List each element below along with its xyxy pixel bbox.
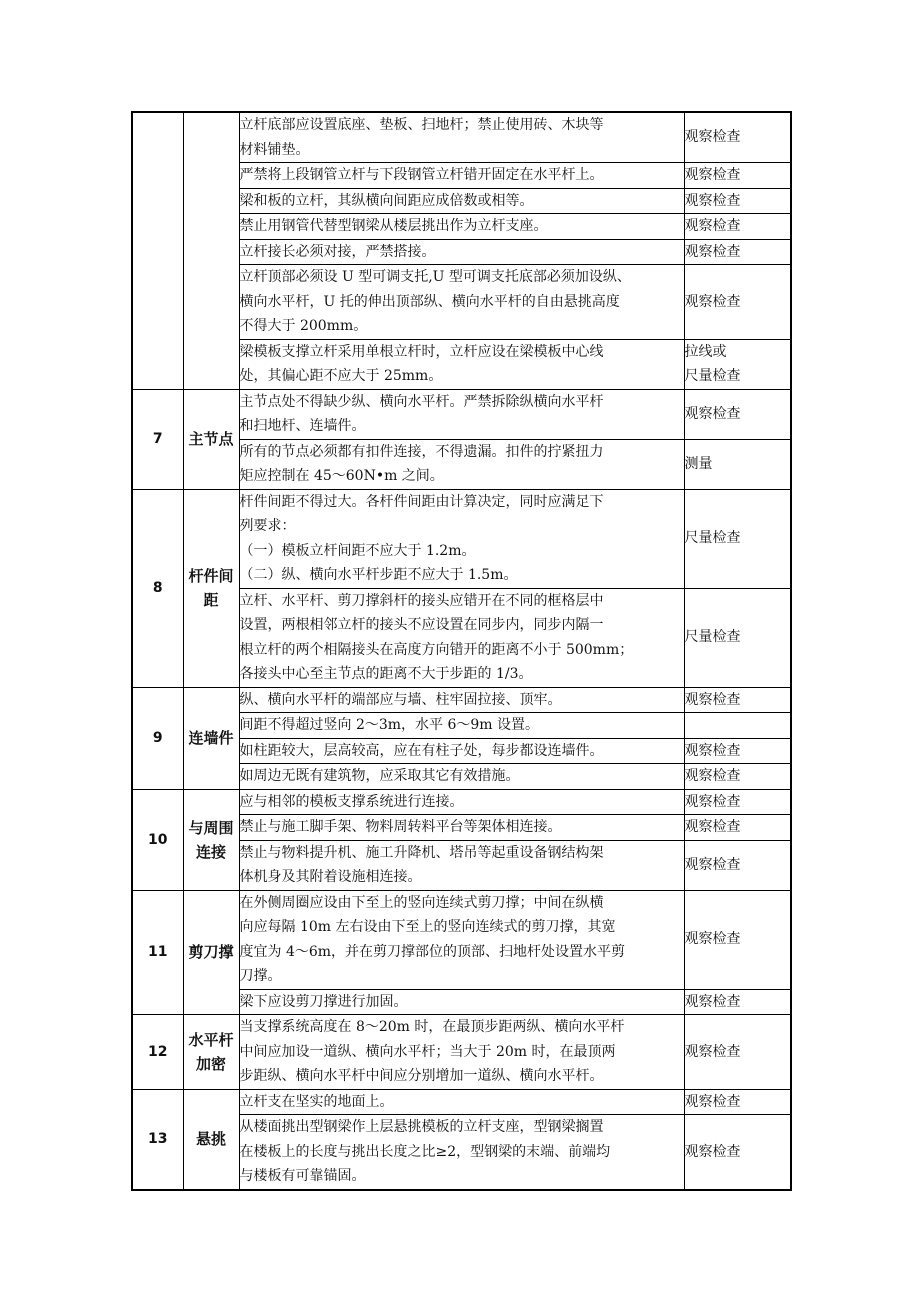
requirement-line: 梁模板支撑立杆采用单根立杆时，立杆应设在梁模板中心线 <box>239 343 604 360</box>
requirement-line: 和扫地杆、连墙件。 <box>239 418 366 434</box>
requirement-text <box>239 815 684 841</box>
table-row <box>132 1015 791 1090</box>
requirement-line: 严禁将上段钢管立杆与下段钢管立杆错开固定在水平杆上。 <box>239 167 604 183</box>
requirement-line: 所有的节点必须都有扣件连接，不得遗漏。扣件的拧紧扭力 <box>239 443 604 460</box>
requirement-text <box>239 214 684 240</box>
inspection-method: 观察检查 <box>684 265 791 340</box>
requirement-line: 刀撑。 <box>239 968 282 984</box>
item-category <box>183 112 239 389</box>
inspection-method: 观察检查 <box>684 239 791 265</box>
table-row <box>132 1089 791 1115</box>
requirement-line: 禁止与施工脚手架、物料周转料平台等架体相连接。 <box>239 819 562 835</box>
requirement-text <box>239 738 684 764</box>
requirement-line: 在外侧周圈应设由下至上的竖向连续式剪刀撑；中间在纵横 <box>239 894 604 911</box>
item-category: 水平杆加密 <box>183 1015 239 1090</box>
table-row <box>132 687 791 713</box>
requirement-line: 度宜为 4～6m，并在剪刀撑部位的顶部、扫地杆处设置水平剪 <box>239 943 626 960</box>
requirement-line: 如柱距较大，层高较高，应在有柱子处，每步都设连墙件。 <box>239 742 604 759</box>
requirement-line: 不得大于 200mm。 <box>239 318 368 334</box>
inspection-method: 观察检查 <box>684 764 791 790</box>
requirement-line: 梁下应设剪刀撑进行加固。 <box>239 993 408 1010</box>
table-row <box>132 489 791 588</box>
inspection-method: 观察检查 <box>684 815 791 841</box>
inspection-method: 观察检查 <box>684 890 791 989</box>
requirement-line: 当支撑系统高度在 8～20m 时，在最顶步距两纵、横向水平杆 <box>239 1019 625 1035</box>
item-category: 主节点 <box>183 389 239 489</box>
requirement-text <box>239 239 684 265</box>
requirement-text <box>239 989 684 1015</box>
inspection-method: 拉线或 尺量检查 <box>684 339 791 389</box>
requirement-text <box>239 339 684 389</box>
requirement-line: 立杆顶部必须设 U 型可调支托,U 型可调支托底部必须加设纵、 <box>239 269 631 285</box>
requirement-line: 处，其偏心距不应大于 25mm。 <box>239 368 443 384</box>
requirement-text <box>239 890 684 989</box>
requirement-line: 从楼面挑出型钢梁作上层悬挑模板的立杆支座，型钢梁搁置 <box>239 1119 604 1135</box>
item-category: 悬挑 <box>183 1089 239 1190</box>
requirement-line: 梁和板的立杆，其纵横向间距应成倍数或相等。 <box>239 192 534 209</box>
inspection-method: 尺量检查 <box>684 489 791 588</box>
requirement-line: 在楼板上的长度与挑出长度之比≥2，型钢梁的末端、前端均 <box>239 1143 611 1160</box>
requirement-text <box>239 1015 684 1090</box>
item-category: 杆件间距 <box>183 489 239 687</box>
requirement-text <box>239 713 684 739</box>
requirement-line: 矩应控制在 45～60N•m 之间。 <box>239 468 444 484</box>
requirement-line: 各接头中心至主节点的距离不大于步距的 1/3。 <box>239 666 533 682</box>
requirement-line: 纵、横向水平杆的端部应与墙、柱牢固拉接、顶牢。 <box>239 691 562 708</box>
requirement-line: 与楼板有可靠锚固。 <box>239 1168 366 1184</box>
requirement-text <box>239 188 684 214</box>
table-row <box>132 789 791 815</box>
inspection-method: 观察检查 <box>684 989 791 1015</box>
item-number <box>132 112 183 389</box>
requirement-line: 杆件间距不得过大。各杆件间距由计算决定，同时应满足下 <box>239 493 604 510</box>
inspection-method: 观察检查 <box>684 1089 791 1115</box>
inspection-method: 观察检查 <box>684 687 791 713</box>
requirement-text <box>239 840 684 890</box>
inspection-method <box>684 713 791 739</box>
requirement-line: 根立杆的两个相隔接头在高度方向错开的距离不小于 500mm； <box>239 641 634 658</box>
requirement-text <box>239 764 684 790</box>
item-category: 剪刀撑 <box>183 890 239 1015</box>
inspection-table-body <box>132 112 791 1190</box>
requirement-line: 向应每隔 10m 左右设由下至上的竖向连续式的剪刀撑，其宽 <box>239 919 616 935</box>
requirement-line: 主节点处不得缺少纵、横向水平杆。严禁拆除纵横向水平杆 <box>239 393 604 410</box>
requirement-text <box>239 489 684 588</box>
inspection-table <box>131 111 792 1191</box>
inspection-method: 观察检查 <box>684 112 791 163</box>
requirement-line: 如周边无既有建筑物，应采取其它有效措施。 <box>239 768 520 784</box>
requirement-text <box>239 163 684 189</box>
inspection-method: 观察检查 <box>684 389 791 439</box>
item-number: 7 <box>132 389 183 489</box>
inspection-method: 观察检查 <box>684 214 791 240</box>
requirement-text <box>239 588 684 687</box>
inspection-method: 观察检查 <box>684 163 791 189</box>
inspection-method: 观察检查 <box>684 738 791 764</box>
requirement-line: 立杆支在坚实的地面上。 <box>239 1093 394 1110</box>
requirement-line: （一）模板立杆间距不应大于 1.2m。 <box>239 542 476 559</box>
item-number: 13 <box>132 1089 183 1190</box>
requirement-line: 立杆底部应设置底座、垫板、扫地杆；禁止使用砖、木块等 <box>239 117 604 133</box>
requirement-line: （二）纵、横向水平杆步距不应大于 1.5m。 <box>239 567 518 583</box>
inspection-method: 观察检查 <box>684 840 791 890</box>
requirement-line: 应与相邻的模板支撑系统进行连接。 <box>239 793 464 810</box>
item-number: 8 <box>132 489 183 687</box>
requirement-line: 步距纵、横向水平杆中间应分别增加一道纵、横向水平杆。 <box>239 1068 604 1084</box>
requirement-line: 体机身及其附着设施相连接。 <box>239 869 422 885</box>
inspection-method: 观察检查 <box>684 188 791 214</box>
requirement-line: 立杆接长必须对接，严禁搭接。 <box>239 243 436 260</box>
item-category: 连墙件 <box>183 687 239 789</box>
item-number: 12 <box>132 1015 183 1090</box>
inspection-method: 观察检查 <box>684 789 791 815</box>
inspection-method: 观察检查 <box>684 1015 791 1090</box>
requirement-line: 设置，两根相邻立杆的接头不应设置在同步内，同步内隔一 <box>239 617 604 633</box>
requirement-text <box>239 1115 684 1190</box>
item-number: 10 <box>132 789 183 890</box>
table-row <box>132 112 791 163</box>
item-number: 11 <box>132 890 183 1015</box>
requirement-line: 中间应加设一道纵、横向水平杆；当大于 20m 时，在最顶两 <box>239 1043 616 1060</box>
requirement-text <box>239 389 684 439</box>
item-number: 9 <box>132 687 183 789</box>
requirement-text <box>239 789 684 815</box>
requirement-line: 横向水平杆，U 托的伸出顶部纵、横向水平杆的自由悬挑高度 <box>239 293 620 310</box>
requirement-line: 间距不得超过竖向 2～3m，水平 6～9m 设置。 <box>239 717 540 733</box>
requirement-line: 列要求： <box>239 518 296 534</box>
inspection-method: 尺量检查 <box>684 588 791 687</box>
inspection-method: 观察检查 <box>684 1115 791 1190</box>
requirement-line: 材料铺垫。 <box>239 141 310 158</box>
requirement-text <box>239 265 684 340</box>
table-row <box>132 890 791 989</box>
requirement-text <box>239 439 684 489</box>
requirement-line: 禁止用钢管代替型钢梁从楼层挑出作为立杆支座。 <box>239 218 548 234</box>
requirement-line: 立杆、水平杆、剪刀撑斜杆的接头应错开在不同的框格层中 <box>239 592 604 609</box>
requirement-text <box>239 1089 684 1115</box>
table-row <box>132 389 791 439</box>
inspection-method: 测量 <box>684 439 791 489</box>
item-category: 与周围连接 <box>183 789 239 890</box>
requirement-line: 禁止与物料提升机、施工升降机、塔吊等起重设备钢结构架 <box>239 844 604 861</box>
requirement-text <box>239 687 684 713</box>
requirement-text <box>239 112 684 163</box>
